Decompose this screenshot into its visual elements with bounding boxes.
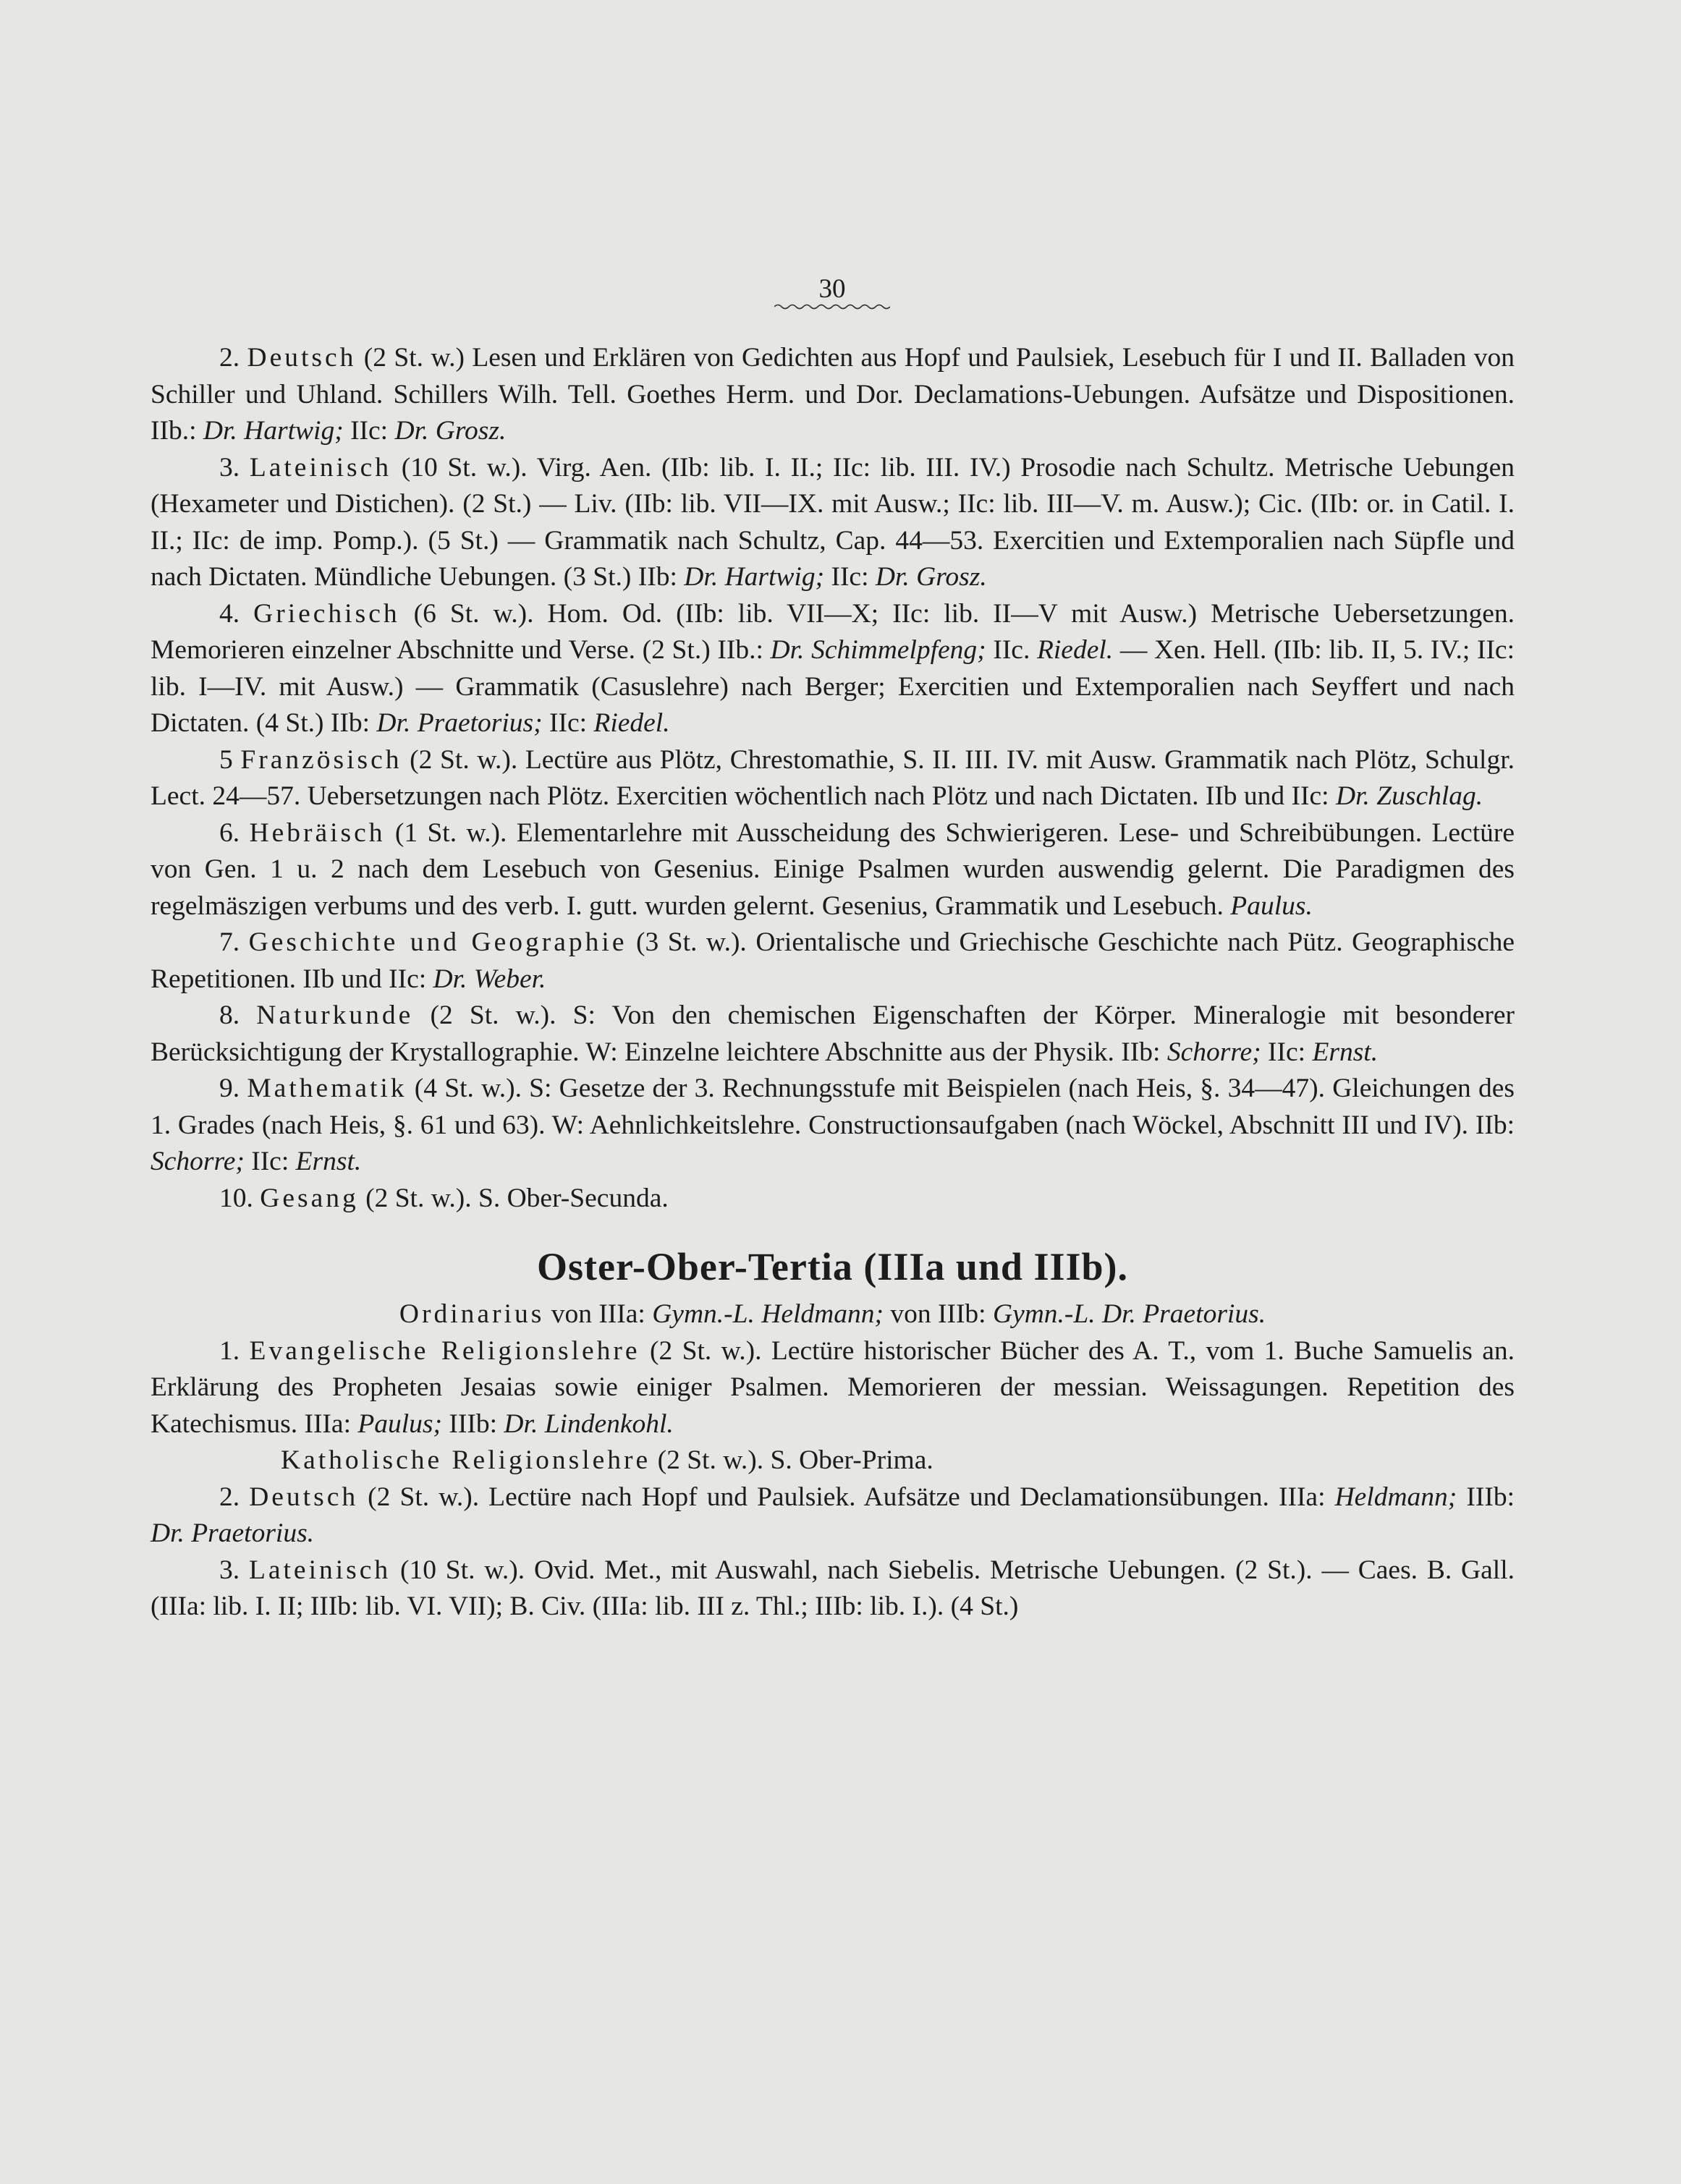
paragraph-text: (10 St. w.). Virg. Aen. (IIb: lib. I. II.; IIc: lib. III. IV.) Prosodie nach Schultz. Metrische Uebungen (Hexameter und Distichen). (2 St.) — Liv. (IIb: lib. VII—IX. mit Ausw.; IIc: lib. III—V. m. Ausw.); Cic. (IIb: or. in Catil. I. II.; IIc: de imp. Pomp.). (5 St.) — Grammatik nach Schultz, Cap. 44—53. Exercitien und Extemporalien nach Süpfle und nach Dictaten. Mündliche Uebungen. (3 St.) IIb: [151, 452, 1515, 592]
page-body [151, 340, 1515, 1626]
teacher-name: Ernst. [295, 1147, 362, 1176]
paragraph-text: (3 St. w.). Orientalische und Griechische Geschichte nach Pütz. Geographische Repetitionen. IIb und IIc: [151, 927, 1515, 994]
paragraph-mathematik [151, 1071, 1515, 1181]
class-label: IIc. [993, 635, 1030, 665]
class-label: IIc: [831, 562, 869, 592]
item-number: 1. [219, 1335, 240, 1366]
item-number: 3. [219, 1555, 240, 1585]
subject-title: Hebräisch [249, 817, 386, 848]
teacher-name: Paulus; [357, 1408, 443, 1439]
page-number [0, 273, 1664, 310]
item-number: 2. [219, 1482, 240, 1512]
teacher-name: Dr. Grosz. [394, 416, 507, 446]
item-number: 9. [219, 1074, 240, 1103]
paragraph-text: (6 St. w.). Hom. Od. (IIb: lib. VII—X; IIc: lib. II—V mit Ausw.) Metrische Uebersetzungen. Memorieren einzelner Abschnitte und Verse. (2 St.) IIb.: [151, 598, 1515, 665]
teacher-name: Schorre; [151, 1147, 245, 1176]
page-number-text: 30 [818, 274, 846, 304]
paragraph-latein-tertia [151, 1552, 1515, 1626]
teacher-name: Dr. Lindenkohl. [504, 1408, 674, 1439]
teacher-name: Paulus. [1230, 891, 1313, 921]
paragraph-latein [151, 450, 1515, 596]
section-heading: Oster-Ober-Tertia (IIIa und IIIb). [536, 1245, 1129, 1288]
teacher-name: Gymn.-L. Dr. Praetorius. [992, 1299, 1266, 1329]
subject-title: Deutsch [247, 343, 357, 373]
paragraph-text: (2 St. w.). Lectüre historischer Bücher des A. T., vom 1. Buche Samuelis an. Erklärung des Propheten Jesaias sowie einiger Psalmen. Memorieren der messian. Weissagungen. Repetition des Katechismus. IIIa: [151, 1335, 1515, 1439]
teacher-name: Dr. Grosz. [875, 562, 987, 592]
paragraph-text: (2 St. w.). S: Von den chemischen Eigenschaften der Körper. Mineralogie mit besonderer Berücksichtigung der Krystallographie. W: Einzelne leichtere Abschnitte aus der Physik. IIb: [151, 1000, 1515, 1067]
paragraph-text: (4 St. w.). S: Gesetze der 3. Rechnungsstufe mit Beispielen (nach Heis, §. 34—47). Gleichungen des 1. Grades (nach Heis, §. 61 und 63). W: Aehnlichkeitslehre. Constructionsaufgaben (nach Wöckel, Abschnitt III und IV). IIb: [151, 1074, 1515, 1140]
paragraph-text: (1 St. w.). Elementarlehre mit Ausscheidung des Schwierigeren. Lese- und Schreibübungen. Lectüre von Gen. 1 u. 2 nach dem Lesebuch von Gesenius. Einige Psalmen wurden auswendig gelernt. Die Paradigmen des regelmäszigen verbums und des verb. I. gutt. wurden gelernt. Gesenius, Grammatik und Lesebuch. [151, 817, 1515, 921]
paragraph-griechisch [151, 596, 1515, 742]
paragraph-text: (10 St. w.). Ovid. Met., mit Auswahl, nach Siebelis. Metrische Uebungen. (2 St.). — Caes. B. Gall. (IIIa: lib. I. II; IIIb: lib. VI. VII); B. Civ. (IIIa: lib. III z. Thl.; IIIb: lib. I.). (4 St.) [151, 1555, 1515, 1621]
class-label: IIc: [350, 416, 389, 446]
teacher-name: Heldmann; [1334, 1482, 1457, 1512]
teacher-name: Dr. Praetorius; [376, 708, 543, 738]
subject-title: Lateinisch [249, 452, 392, 483]
subject-title: Gesang [260, 1183, 359, 1213]
paragraph-text: (2 St. w.). S. Ober-Prima. [657, 1445, 933, 1475]
class-label: IIc: [549, 708, 588, 738]
teacher-name: Riedel. [593, 708, 670, 738]
subject-title: Lateinisch [248, 1555, 391, 1585]
teacher-name: Ernst. [1312, 1037, 1379, 1067]
subject-title: Französisch [240, 744, 402, 775]
item-number: 2. [219, 343, 240, 373]
subject-title: Geschichte und Geographie [248, 927, 627, 957]
class-label: IIc: [1268, 1037, 1306, 1067]
class-label: IIIb: [449, 1408, 498, 1439]
paragraph-hebraeisch [151, 815, 1515, 925]
paragraph-naturkunde [151, 998, 1515, 1071]
paragraph-religion-kath [151, 1442, 1515, 1479]
subject-title: Deutsch [249, 1482, 359, 1512]
class-label: von IIIb: [890, 1299, 986, 1329]
ornament-wave [774, 303, 890, 310]
teacher-name: Dr. Weber. [433, 964, 546, 994]
paragraph-ordinarius [151, 1296, 1515, 1333]
teacher-name: Dr. Schimmelpfeng; [770, 635, 986, 665]
paragraph-deutsch-tertia [151, 1479, 1515, 1552]
item-number: 6. [219, 817, 240, 848]
item-number: 7. [219, 927, 240, 957]
item-number: 10. [219, 1183, 253, 1213]
paragraph-religion-ev [151, 1333, 1515, 1443]
subject-title: Mathematik [247, 1074, 407, 1103]
paragraph-text: — Xen. Hell. (IIb: lib. II, 5. IV.; IIc: lib. I—IV. mit Ausw.) — Grammatik (Casuslehre) nach Berger; Exercitien und Extemporalien nach Seyffert und nach Dictaten. (4 St.) IIb: [151, 635, 1515, 738]
teacher-name: Dr. Zuschlag. [1335, 781, 1483, 811]
subject-title: Griechisch [253, 598, 400, 629]
class-label: IIc: [251, 1147, 289, 1176]
paragraph-geschichte [151, 925, 1515, 998]
class-label: IIIb: [1466, 1482, 1515, 1512]
class-label: von IIIa: [551, 1299, 645, 1329]
teacher-name: Dr. Hartwig; [203, 416, 344, 446]
item-number: 5 [219, 744, 233, 775]
paragraph-gesang [151, 1181, 1515, 1218]
teacher-name: Gymn.-L. Heldmann; [652, 1299, 884, 1329]
subject-title: Evangelische Religionslehre [249, 1335, 640, 1366]
item-number: 8. [219, 1000, 240, 1030]
paragraph-franzoesisch [151, 742, 1515, 815]
paragraph-text: (2 St. w.) Lesen und Erklären von Gedichten aus Hopf und Paulsiek, Lesebuch für I und II. Balladen von Schiller und Uhland. Schillers Wilh. Tell. Goethes Herm. und Dor. Declamations-Uebungen. Aufsätze und Dispositionen. IIb.: [151, 343, 1515, 446]
subject-title: Katholische Religionslehre [281, 1445, 651, 1475]
paragraph-text: (2 St. w.). S. Ober-Secunda. [365, 1183, 669, 1213]
subject-title: Naturkunde [256, 1000, 414, 1030]
ordinarius-label: Ordinarius [399, 1299, 545, 1329]
teacher-name: Dr. Praetorius. [151, 1518, 315, 1548]
item-number: 4. [219, 598, 240, 629]
paragraph-text: (2 St. w.). Lectüre nach Hopf und Paulsiek. Aufsätze und Declamationsübungen. IIIa: [368, 1482, 1326, 1512]
teacher-name: Riedel. [1036, 635, 1114, 665]
paragraph-deutsch [151, 340, 1515, 450]
item-number: 3. [219, 452, 240, 483]
teacher-name: Schorre; [1166, 1037, 1261, 1067]
teacher-name: Dr. Hartwig; [684, 562, 825, 592]
paragraph-text: (2 St. w.). Lectüre aus Plötz, Chrestomathie, S. II. III. IV. mit Ausw. Grammatik nach Plötz, Schulgr. Lect. 24—57. Uebersetzungen nach Plötz. Exercitien wöchentlich nach Plötz und nach Dictaten. IIb und IIc: [151, 744, 1515, 811]
